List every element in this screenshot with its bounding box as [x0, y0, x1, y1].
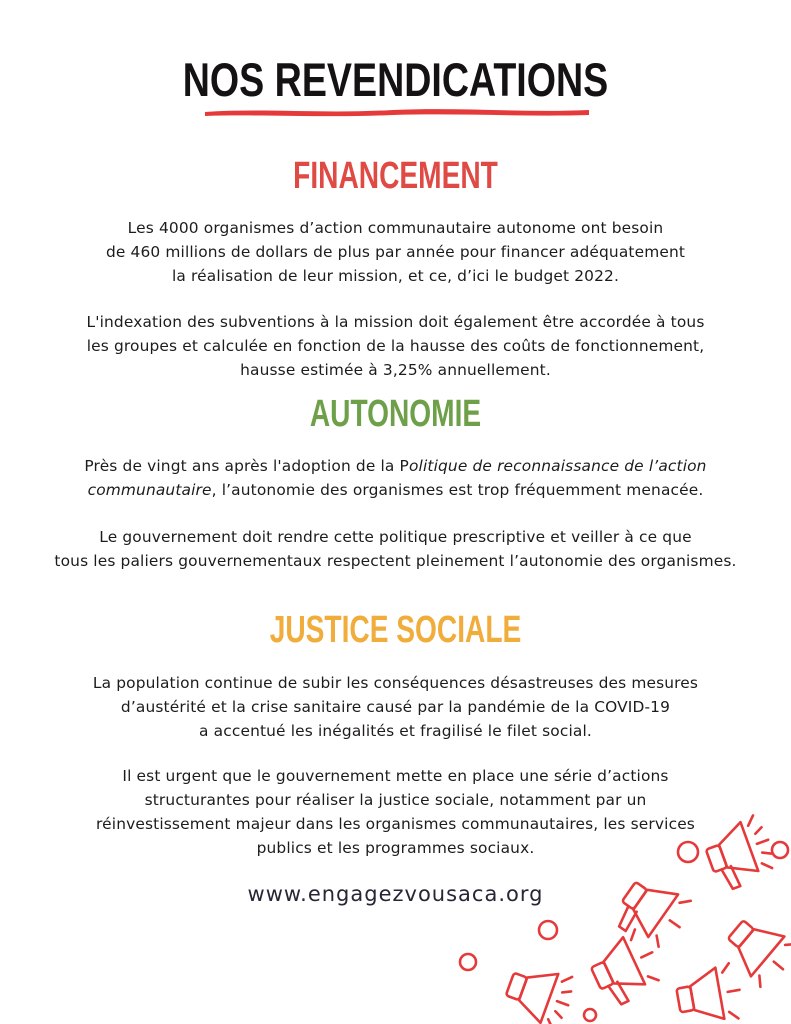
text-line: La population continue de subir les conséquences désastreuses des mesures [92, 674, 699, 692]
megaphones-decoration [440, 790, 791, 1024]
text-line: Il est urgent que le gouvernement mette en place une série d’actions [122, 767, 669, 785]
text-line: les groupes et calculée en fonction de la hausse des coûts de fonctionnement, [86, 337, 705, 355]
policy-title-italic: communautaire [87, 481, 212, 499]
circle-decoration [539, 921, 557, 939]
text-line: a accentué les inégalités et fragilisé le filet social. [199, 722, 592, 740]
megaphone-icon [584, 927, 666, 1009]
text-line: la réalisation de leur mission, et ce, d’ici le budget 2022. [171, 267, 620, 285]
text-line: d’austérité et la crise sanitaire causé par la pandémie de la COVID-19 [120, 698, 671, 716]
section-title-autonomie: AUTONOMIE [309, 393, 482, 435]
text-line: structurantes pour réaliser la justice sociale, notamment par un [144, 791, 647, 809]
megaphone-icon [500, 958, 577, 1024]
autonomie-paragraph-2 [20, 525, 771, 573]
circle-decoration [772, 842, 788, 858]
text-line: réinvestissement majeur dans les organismes communautaires, les services [96, 815, 695, 833]
text-line: publics et les programmes sociaux. [256, 839, 535, 857]
website-link[interactable]: www.engagezvousaca.org [247, 882, 544, 906]
section-title-justice-sociale: JUSTICE SOCIALE [269, 609, 522, 651]
circle-decoration [584, 1009, 596, 1021]
text-line [40, 478, 751, 502]
circle-decoration [460, 954, 476, 970]
text-line: L'indexation des subventions à la mission doit également être accordée à tous [86, 313, 705, 331]
autonomie-paragraph-1 [40, 454, 751, 502]
text-line: tous les paliers gouvernementaux respectent pleinement l’autonomie des organismes. [54, 552, 737, 570]
megaphone-icon [674, 962, 745, 1024]
justice-paragraph-1 [40, 671, 751, 743]
megaphone-icon [609, 869, 695, 955]
financement-paragraph-2 [40, 310, 751, 382]
text-line [40, 454, 751, 478]
text-line: Les 4000 organismes d’action communautaire autonome ont besoin [127, 219, 664, 237]
megaphone-icon [700, 813, 779, 892]
megaphone-icon [717, 908, 791, 991]
brush-underline [203, 105, 591, 119]
text-line: Le gouvernement doit rendre cette politique prescriptive et veiller à ce que [99, 528, 692, 546]
page-title: NOS REVENDICATIONS [182, 53, 609, 106]
section-title-financement: FINANCEMENT [293, 155, 498, 197]
financement-paragraph-1 [40, 216, 751, 288]
text-line: de 460 millions de dollars de plus par année pour financer adéquatement [105, 243, 686, 261]
circle-decoration [678, 842, 698, 862]
text-fragment: Près de vingt ans après l'adoption de la P [84, 457, 409, 475]
policy-title-italic: olitique de reconnaissance de l’action [408, 457, 707, 475]
text-line: hausse estimée à 3,25% annuellement. [240, 361, 551, 379]
text-fragment: , l’autonomie des organismes est trop fréquemment menacée. [211, 481, 704, 499]
